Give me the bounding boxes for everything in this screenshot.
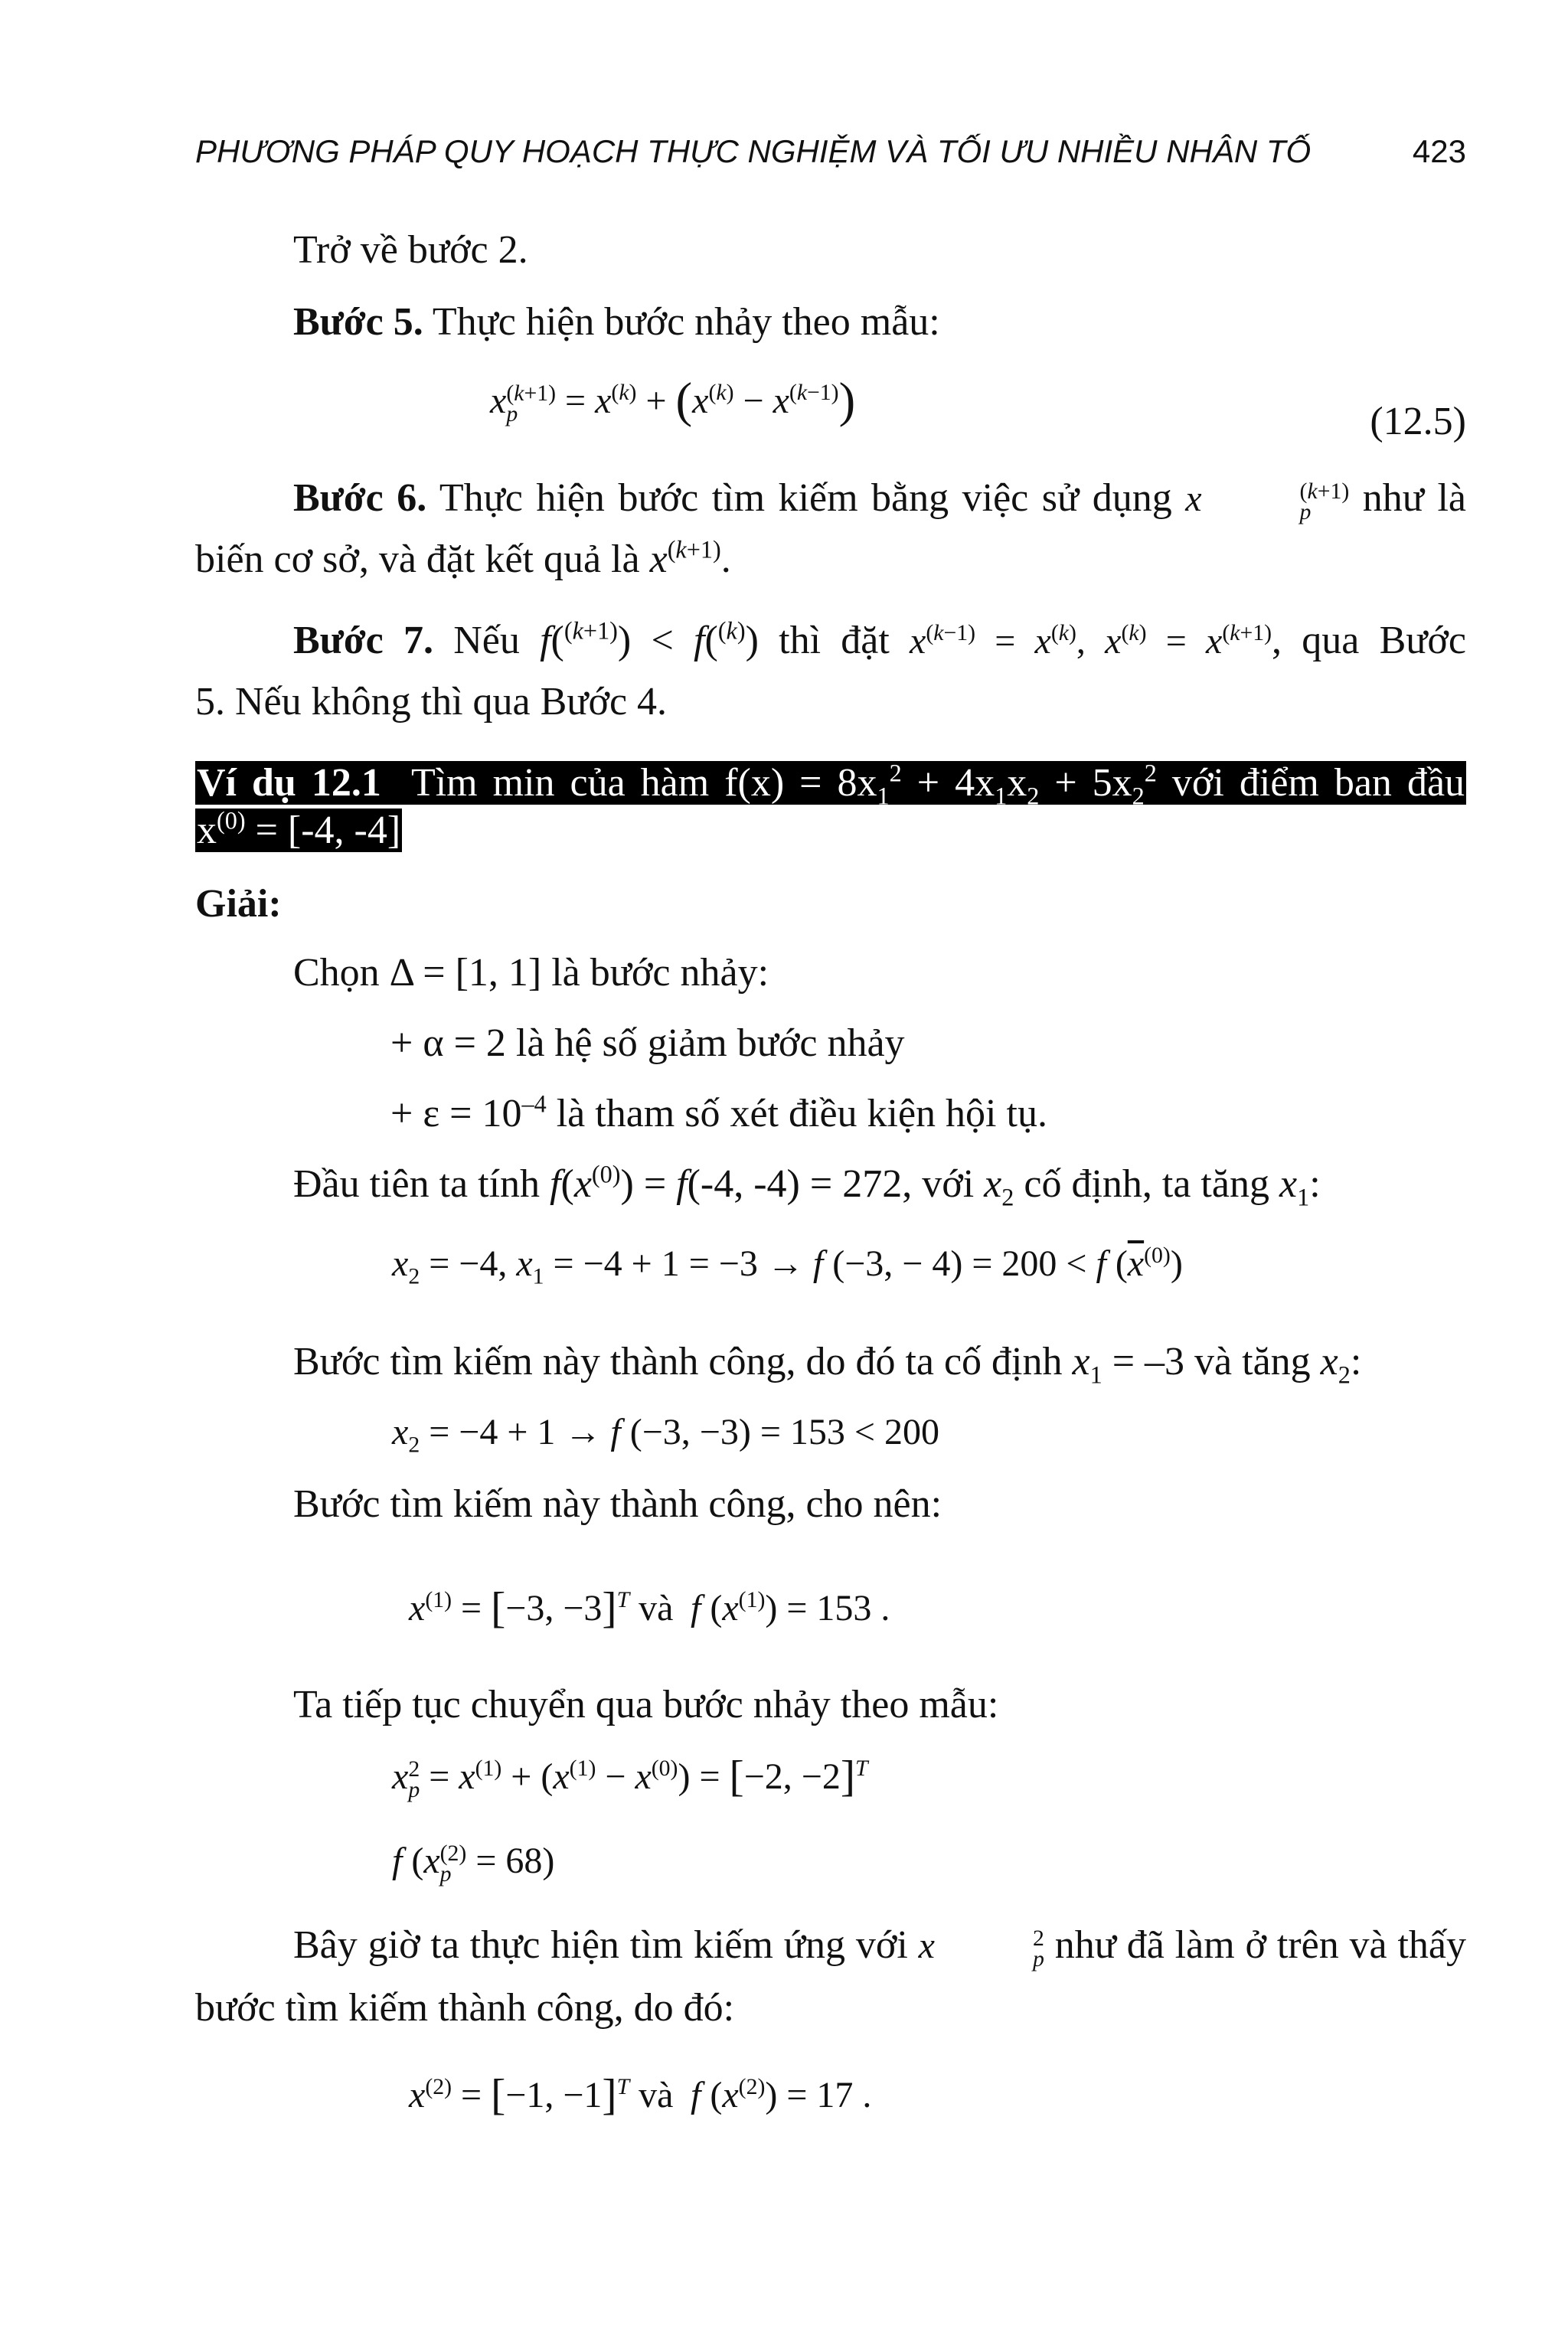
running-header xyxy=(195,132,1466,172)
paragraph-step6-line2: biến cơ sở, và đặt kết quả là $x^{(k+1)}$. xyxy=(195,535,731,581)
step7-line2: 5. Nếu không thì qua Bước 4. xyxy=(195,680,668,724)
eps-text-a: + ε = 10 xyxy=(390,1092,522,1135)
step7-text-a: Nếu xyxy=(433,619,541,662)
step7-label: Bước 7. xyxy=(293,619,433,662)
step7-text-c: , qua Bước xyxy=(1272,619,1467,662)
paragraph-now: Bây giờ ta thực hiện tìm kiếm ứng với x 2 p như đã làm ở trên và thấy xyxy=(293,1923,1467,1971)
success1-text-a: Bước tìm kiếm này thành công, do đó ta cố định xyxy=(293,1340,1073,1383)
paragraph-success-1: Bước tìm kiếm này thành công, do đó ta cố định $x_1 = -3$ và tăng $x_2$: xyxy=(293,1340,1362,1389)
equation-2: $x_2 = -4 + 1 \to f$ (−3, −3) = 153 < 200 xyxy=(392,1412,939,1458)
paragraph-choose-step: Chọn Δ = [1, 1] là bước nhảy: xyxy=(293,951,769,995)
step6-text-a: Thực hiện bước tìm kiếm bằng việc sử dụng xyxy=(426,476,1172,520)
equation-1: $x_2 = -4$, $x_1 = -4 + 1 = -3 \to f$ (−3, − 4) = 200 < f $(\overline{x}^{(0)})$ xyxy=(392,1243,1183,1289)
step5-text: Thực hiện bước nhảy theo mẫu: xyxy=(423,300,940,344)
paragraph-return-step2 xyxy=(293,227,528,274)
equation-3: $x^{(1)} = [-3$, −3]$^T$ và f $(x^{(1)}) = 153$ . xyxy=(409,1584,890,1632)
example-text: Tìm min của hàm f(x) = 8x xyxy=(410,761,877,805)
step6-text-b: như là xyxy=(1362,476,1466,520)
first-text-e: : xyxy=(1309,1162,1321,1206)
step6-line2-a: biến cơ sở, và đặt kết quả là xyxy=(195,537,650,581)
now-text-b: như đã làm ở trên và thấy xyxy=(1054,1923,1467,1967)
step5-label: Bước 5. xyxy=(293,300,423,344)
success1-text-b: = –3 và tăng xyxy=(1102,1340,1321,1383)
equation-5: f (x (2) p = 68) xyxy=(392,1841,555,1886)
first-text-b: = xyxy=(633,1162,677,1206)
first-text-d: cố định, ta tăng xyxy=(1014,1162,1279,1206)
paragraph-success-2: Bước tìm kiếm này thành công, cho nên: xyxy=(293,1482,942,1526)
paragraph-step6: Bước 6. Thực hiện bước tìm kiếm bằng việc sử dụng x (k+1) p như là xyxy=(293,476,1466,524)
example-line2-text: = [-4, -4] xyxy=(255,808,401,852)
header-title: PHƯƠNG PHÁP QUY HOẠCH THỰC NGHIỆM VÀ TỐI ƯU NHIỀU NHÂN TỐ xyxy=(195,133,1312,169)
eps-text-b: là tham số xét điều kiện hội tụ. xyxy=(546,1092,1047,1135)
paragraph-alpha: + α = 2 là hệ số giảm bước nhảy xyxy=(390,1021,905,1065)
example-label: Ví dụ 12.1 xyxy=(197,761,381,805)
paragraph-epsilon: + $\varepsilon = 10^{-4}$ là tham số xét điều kiện hội tụ. xyxy=(390,1089,1047,1135)
text-return: Trở về bước 2. xyxy=(293,228,528,272)
first-text-a: Đầu tiên ta tính xyxy=(293,1162,550,1206)
equation-tag: (12.5) xyxy=(1370,400,1466,443)
first-text-c: (-4, -4) = 272, với xyxy=(687,1162,985,1206)
paragraph-step7: Bước 7. Nếu f($^{(k+1)}$) < f($^{(k)}$) thì đặt $x^{(k-1)} = x^{(k)}$, $x^{(k)} = x^{(k+1)}$, qua Bước xyxy=(293,616,1467,662)
success1-text-c: : xyxy=(1350,1340,1362,1383)
step7-text-b: thì đặt xyxy=(758,619,910,662)
now-text-a: Bây giờ ta thực hiện tìm kiếm ứng với xyxy=(293,1923,908,1967)
equation-12-5: x (k+1) p = $x^{(k)} + (x^{(k)} - x^{(k-1)})$ xyxy=(490,373,856,428)
step6-label: Bước 6. xyxy=(293,476,427,520)
paragraph-now-line2: bước tìm kiếm thành công, do đó: xyxy=(195,1986,735,2030)
paragraph-first-compute: Đầu tiên ta tính $f(x^{(0)}) = f(-4$, -4) = 272, với $x_2$ cố định, ta tăng $x_1$: xyxy=(293,1160,1321,1211)
example-box xyxy=(195,760,1466,854)
paragraph-step7-line2 xyxy=(195,678,667,726)
page-number: 423 xyxy=(1412,133,1466,169)
example-line2: $x^{(0)} = [-4$, -4] xyxy=(197,806,401,852)
equation-6: $x^{(2)} = [-1$, −1]$^T$ và f $(x^{(2)}) = 17$ . xyxy=(409,2071,872,2119)
paragraph-step5 xyxy=(293,299,940,346)
step6-line2-b: . xyxy=(720,537,731,581)
example-line1: Ví dụ 12.1 Tìm min của hàm $f(x) = 8x_1^2 + 4x_1x_2 + 5x_2^2$ với điểm ban đầu xyxy=(197,759,1465,810)
solution-heading: Giải: xyxy=(195,882,282,926)
paragraph-continue: Ta tiếp tục chuyển qua bước nhảy theo mẫu: xyxy=(293,1683,999,1726)
equation-4: x 2 p = $x^{(1)} + (x^{(1)} - x^{(0)}) = [-2$, −2]$^T$ xyxy=(392,1753,868,1803)
